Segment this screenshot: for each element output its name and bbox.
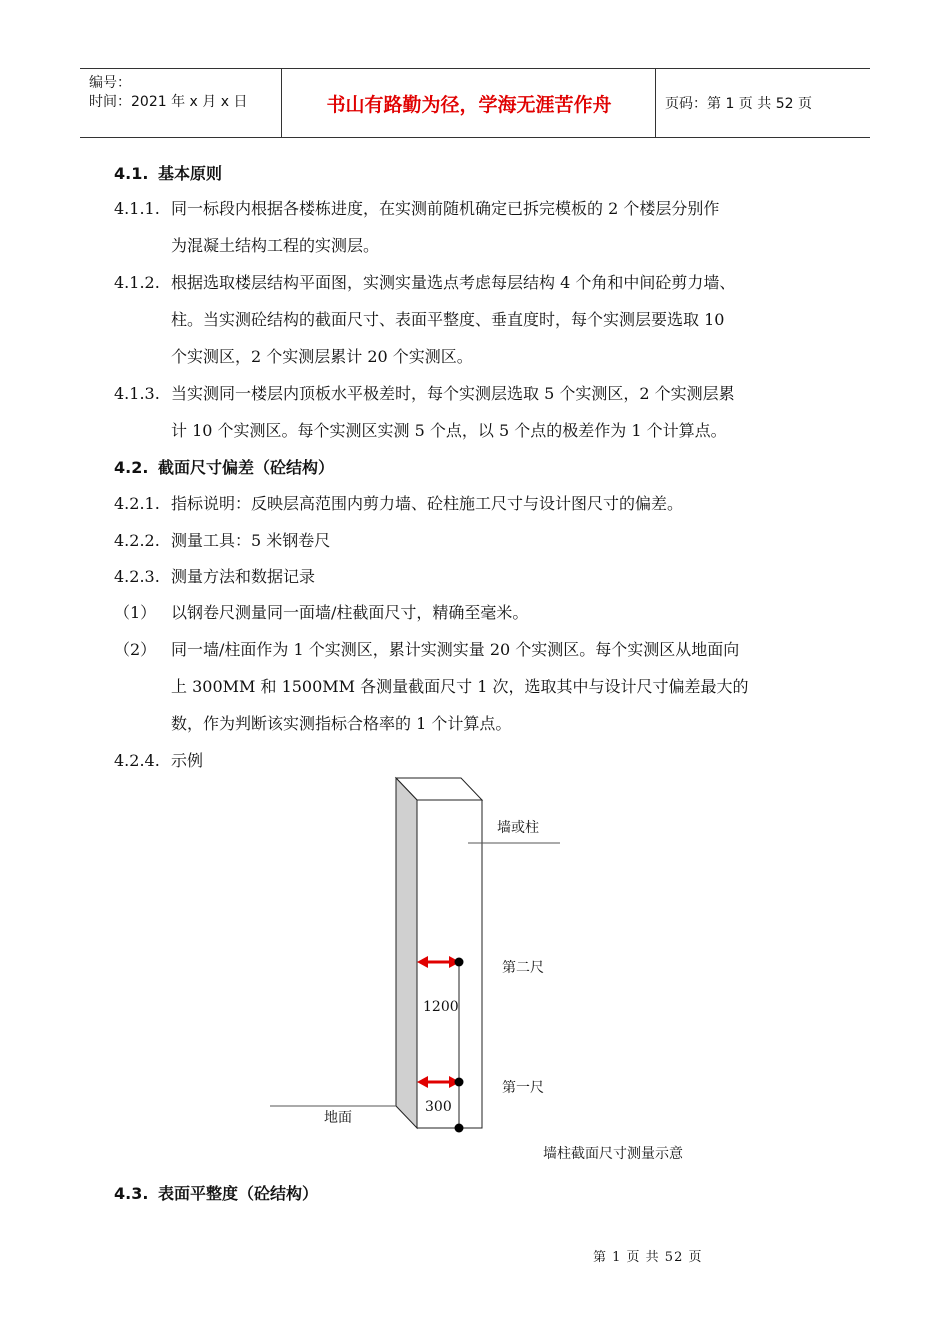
figure-caption: 墙柱截面尺寸测量示意 bbox=[543, 1146, 683, 1162]
header-motto: 书山有路勤为径，学海无涯苦作舟 bbox=[326, 93, 612, 116]
page-label: 页码：第 1 页 共 52 页 bbox=[665, 96, 812, 112]
dimension-upper-label: 1200 bbox=[423, 999, 459, 1015]
measure-point bbox=[455, 1078, 464, 1087]
ground-point bbox=[455, 1124, 464, 1133]
number-label: 编号： bbox=[89, 75, 131, 91]
time-label: 时间：2021 年 x 月 x 日 bbox=[89, 94, 248, 110]
page-footer: 第 1 页 共 52 页 bbox=[593, 1250, 703, 1265]
measure-point bbox=[455, 958, 464, 967]
column-side-face bbox=[396, 778, 417, 1128]
second-measure-label: 第二尺 bbox=[502, 960, 544, 976]
first-measure-label: 第一尺 bbox=[502, 1080, 544, 1096]
dimension-lower-label: 300 bbox=[425, 1099, 452, 1115]
wall-label: 墙或柱 bbox=[497, 820, 539, 836]
ground-label: 地面 bbox=[324, 1110, 352, 1126]
